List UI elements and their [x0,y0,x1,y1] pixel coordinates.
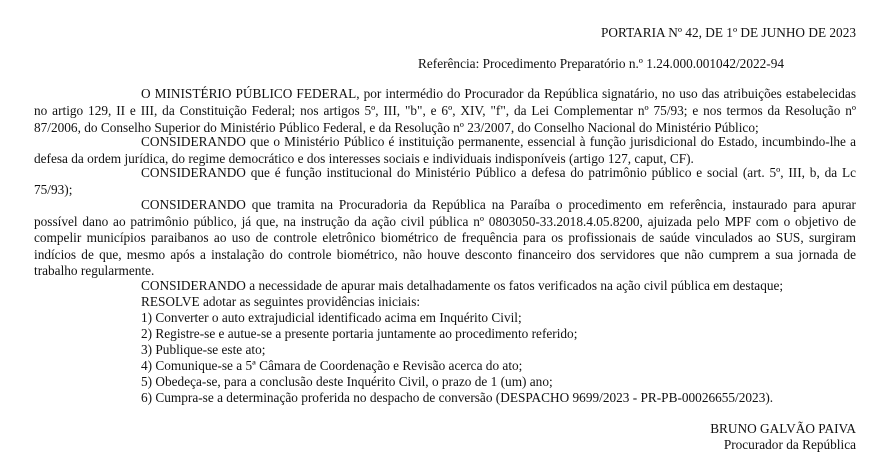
list-item: 2) Registre-se e autue-se a presente portaria juntamente ao procedimento referido; [141,326,578,341]
paragraph-3-line-2: 75/93); [34,182,73,197]
paragraph-4-line-4: indícios de que, mesmo após a instalação do controle biométrico, não houve desconto financeiro dos servidores que não cumprem a sua jornada de [34,247,856,262]
reference-line: Referência: Procedimento Preparatório n.º 1.24.000.001042/2022-94 [418,56,785,71]
paragraph-4-line-1: CONSIDERANDO que tramita na Procuradoria da República na Paraíba o procedimento em referência, instaurado para apurar [141,197,856,212]
list-item: 4) Comunique-se a 5ª Câmara de Coordenação e Revisão acerca do ato; [141,358,523,373]
list-item: 1) Converter o auto extrajudicial identificado acima em Inquérito Civil; [141,310,522,325]
paragraph-4-line-3: compelir municípios paraibanos ao uso de controle eletrônico biométrico de frequência para os profissionais de saúde vinculados ao SUS, surgiram [34,230,856,245]
paragraph-1-line-3: 87/2006, do Conselho Superior do Ministério Público Federal, e da Resolução nº 23/2007, do Conselho Nacional do Ministério Público; [34,120,759,135]
resolve-line: RESOLVE adotar as seguintes providências iniciais: [141,294,421,309]
list-item: 3) Publique-se este ato; [141,342,266,357]
paragraph-1-line-2: no artigo 129, II e III, da Constituição Federal; nos artigos 5º, III, "b", e 6º, XIV, "f", da Lei Complementar nº 75/93; e nos termos da Resolução nº [34,103,856,118]
paragraph-2-line-2: defesa da ordem jurídica, do regime democrático e dos interesses sociais e individuais indisponíveis (artigo 127, caput, CF). [34,151,694,166]
paragraph-4-line-5: trabalho regularmente. [34,263,155,278]
list-item: 6) Cumpra-se a determinação proferida no despacho de conversão (DESPACHO 9699/2023 - PR-PB-00026655/2023). [141,390,774,405]
signature-name: BRUNO GALVÃO PAIVA [710,421,856,436]
paragraph-3-line-1: CONSIDERANDO que é função institucional do Ministério Público a defesa do patrimônio público e social (art. 5º, III, b, da Lc [141,165,856,180]
paragraph-2-line-1: CONSIDERANDO que o Ministério Público é instituição permanente, essencial à função jurisdicional do Estado, incumbindo-lhe a [141,134,856,149]
document-title: PORTARIA Nº 42, DE 1º DE JUNHO DE 2023 [601,25,856,40]
list-item: 5) Obedeça-se, para a conclusão deste Inquérito Civil, o prazo de 1 (um) ano; [141,374,553,389]
paragraph-1-line-1: O MINISTÉRIO PÚBLICO FEDERAL, por intermédio do Procurador da República signatário, no uso das atribuições estabelecidas [141,86,856,101]
signature-role: Procurador da República [723,437,856,452]
paragraph-5: CONSIDERANDO a necessidade de apurar mais detalhadamente os fatos verificados na ação civil pública em destaque; [141,278,784,293]
paragraph-4-line-2: possível dano ao patrimônio público, já que, na instrução da ação civil pública nº 0803050-33.2018.4.05.8200, ajuizada pelo MPF com o objetivo de [34,214,856,229]
